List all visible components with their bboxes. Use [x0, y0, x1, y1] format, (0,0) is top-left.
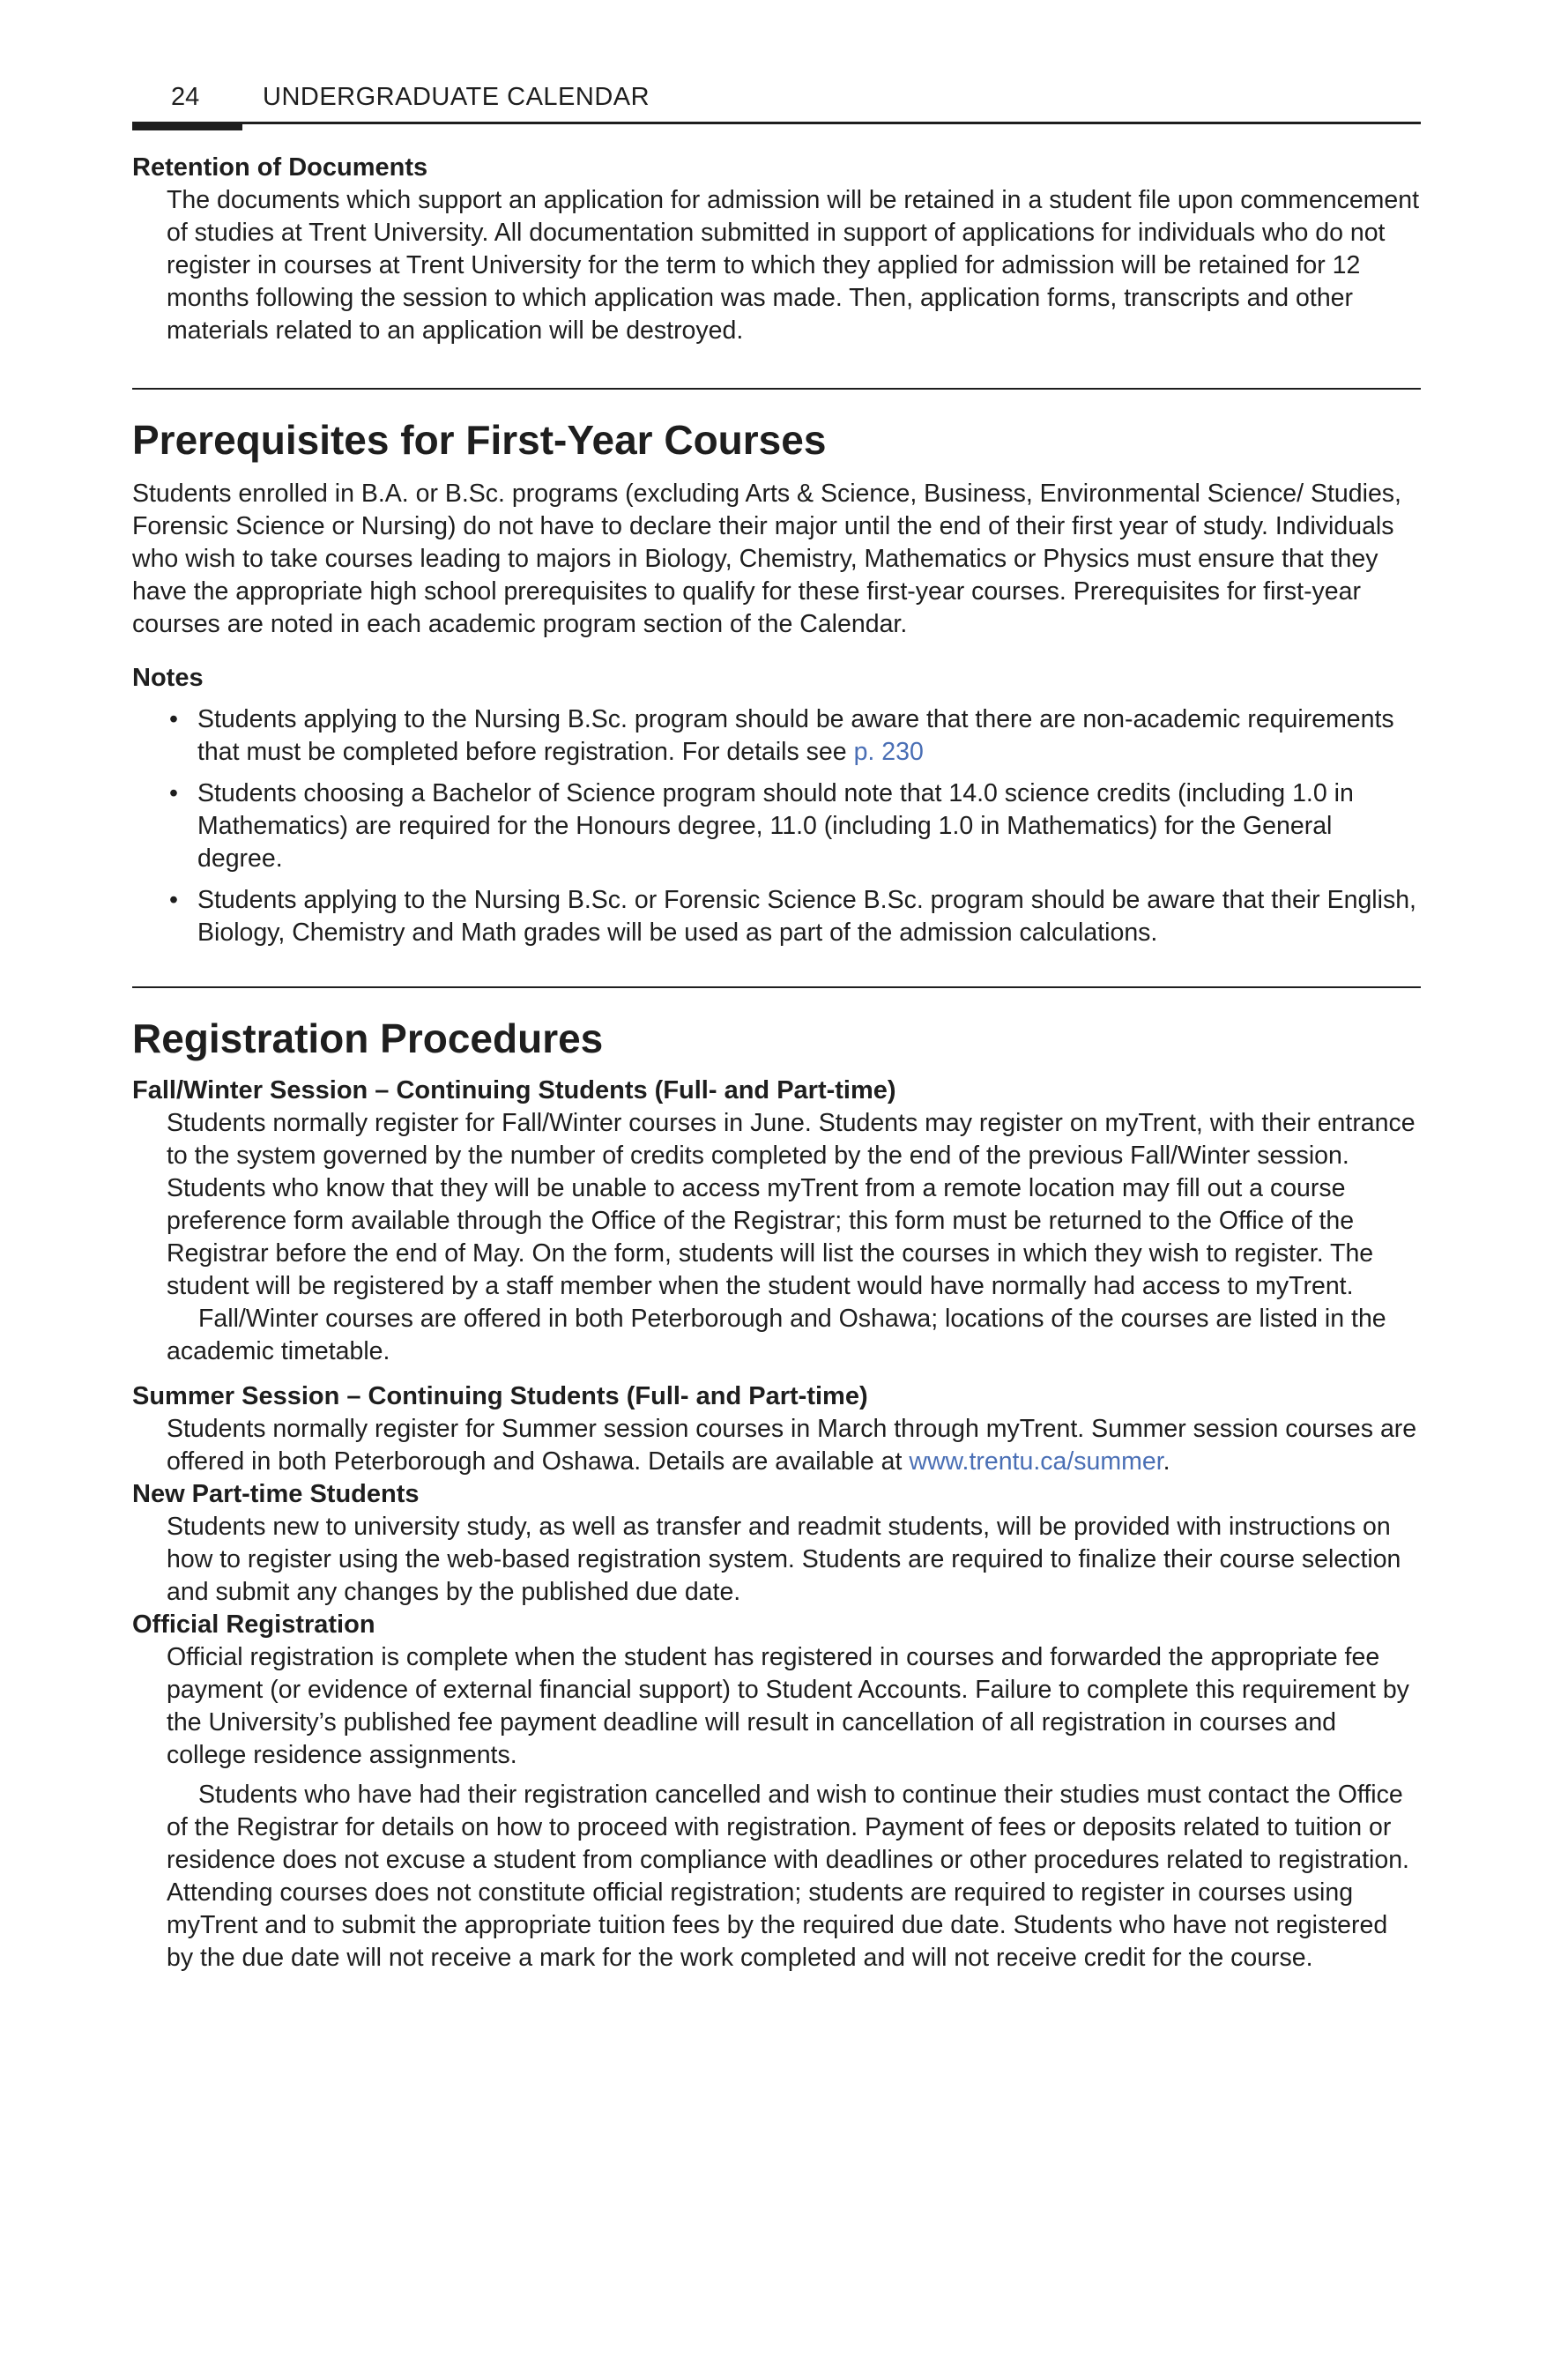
running-title: UNDERGRADUATE CALENDAR: [263, 83, 650, 111]
registration-title: Registration Procedures: [132, 1015, 604, 1061]
note-text: Students applying to the Nursing B.Sc. or Forensic Science B.Sc. program should be aware that their English, Biology, Chemistry and Math grades will be used as part of the admission calculations.: [197, 886, 1416, 947]
page-number: 24: [171, 83, 200, 111]
summer-body: Students normally register for Summer session courses in March through myTrent. Summer session courses are offered in both Peterborough and Oshawa. Details are available at: [167, 1415, 1417, 1476]
prerequisites-title: Prerequisites for First-Year Courses: [132, 417, 827, 463]
note-text: Students applying to the Nursing B.Sc. program should be aware that there are non-academic requirements that must be completed before registration. For details see: [197, 705, 1394, 766]
bullet-icon: •: [169, 779, 178, 807]
retention-heading: Retention of Documents: [132, 153, 428, 182]
fall-winter-text: Students normally register for Fall/Winter courses in June. Students may register on myTrent, with their entrance to the system governed by the number of credits completed by the end of the previous Fall/Winter session. Students who know that they will be unable to access myTrent from a remote location may fill out a course preference form available through the Office of the Registrar; this form must be returned to the Office of the Registrar before the end of May. On the form, students will list the courses in which they wish to register. The student will be registered by a staff member when the student would have normally had access to myTrent.: [167, 1109, 1416, 1300]
prerequisites-text: Students enrolled in B.A. or B.Sc. programs (excluding Arts & Science, Business, Environmental Science/ Studies, Forensic Science or Nursing) do not have to declare their major until the end of their first year of study. Individuals who wish to take courses leading to majors in Biology, Chemistry, Mathematics or Physics must ensure that they have the appropriate high school prerequisites to qualify for these first-year courses. Prerequisites for first-year courses are noted in each academic program section of the Calendar.: [132, 480, 1401, 638]
page: [132, 79, 1421, 1975]
list-item: [132, 884, 1421, 949]
retention-text: The documents which support an application for admission will be retained in a student file upon commencement of studies at Trent University. All documentation submitted in support of applications for individuals who do not register in courses at Trent University for the term to which they applied for admission will be retained for 12 months following the session to which application was made. Then, application forms, transcripts and other materials related to an application will be destroyed.: [167, 186, 1420, 345]
fall-winter-text-2: Fall/Winter courses are offered in both Peterborough and Oshawa; locations of the courses are listed in the academic timetable.: [167, 1305, 1386, 1365]
header-rule: [132, 122, 1421, 124]
prerequisites-section: [132, 414, 1421, 949]
notes-heading: Notes: [132, 664, 204, 692]
header-tab-bar: [132, 122, 242, 130]
section-divider: [132, 986, 1421, 988]
part-time-heading: New Part-time Students: [132, 1480, 420, 1508]
bullet-icon: •: [169, 705, 178, 733]
summer-text: [132, 1413, 1421, 1478]
retention-section: [132, 152, 1421, 347]
note-text: Students choosing a Bachelor of Science program should note that 14.0 science credits (including 1.0 in Mathematics) are required for the Honours degree, 11.0 (including 1.0 in Mathematics) for the General degree.: [197, 779, 1354, 873]
official-text-2: Students who have had their registration cancelled and wish to continue their studies must contact the Office of the Registrar for details on how to proceed with registration. Payment of fees or deposits related to tuition or residence does not excuse a student from compliance with deadlines or other procedures related to registration. Attending courses does not constitute official registration; students are required to register in courses using myTrent and to submit the appropriate tuition fees by the required due date. Students who have not registered by the due date will not receive a mark for the work completed and will not receive credit for the course.: [167, 1781, 1409, 1972]
fall-winter-heading: Fall/Winter Session – Continuing Students (Full- and Part-time): [132, 1076, 896, 1104]
summer-link[interactable]: www.trentu.ca/summer: [909, 1447, 1163, 1476]
page-link[interactable]: p. 230: [853, 738, 924, 766]
summer-after: .: [1163, 1447, 1170, 1476]
running-header: [132, 79, 1421, 125]
registration-section: [132, 1013, 1421, 1975]
official-text: Official registration is complete when the student has registered in courses and forwarded the appropriate fee payment (or evidence of external financial support) to Student Accounts. Failure to complete this requirement by the University’s published fee payment deadline will result in cancellation of all registration in courses and college residence assignments.: [167, 1643, 1409, 1769]
official-heading: Official Registration: [132, 1610, 375, 1639]
section-divider: [132, 388, 1421, 390]
bullet-icon: •: [169, 886, 178, 914]
list-item: [132, 777, 1421, 875]
part-time-text: Students new to university study, as well as transfer and readmit students, will be provided with instructions on how to register using the web-based registration system. Students are required to finalize their course selection and submit any changes by the published due date.: [167, 1513, 1401, 1606]
list-item: [132, 703, 1421, 769]
summer-heading: Summer Session – Continuing Students (Full- and Part-time): [132, 1382, 868, 1410]
notes-list: [132, 703, 1421, 949]
